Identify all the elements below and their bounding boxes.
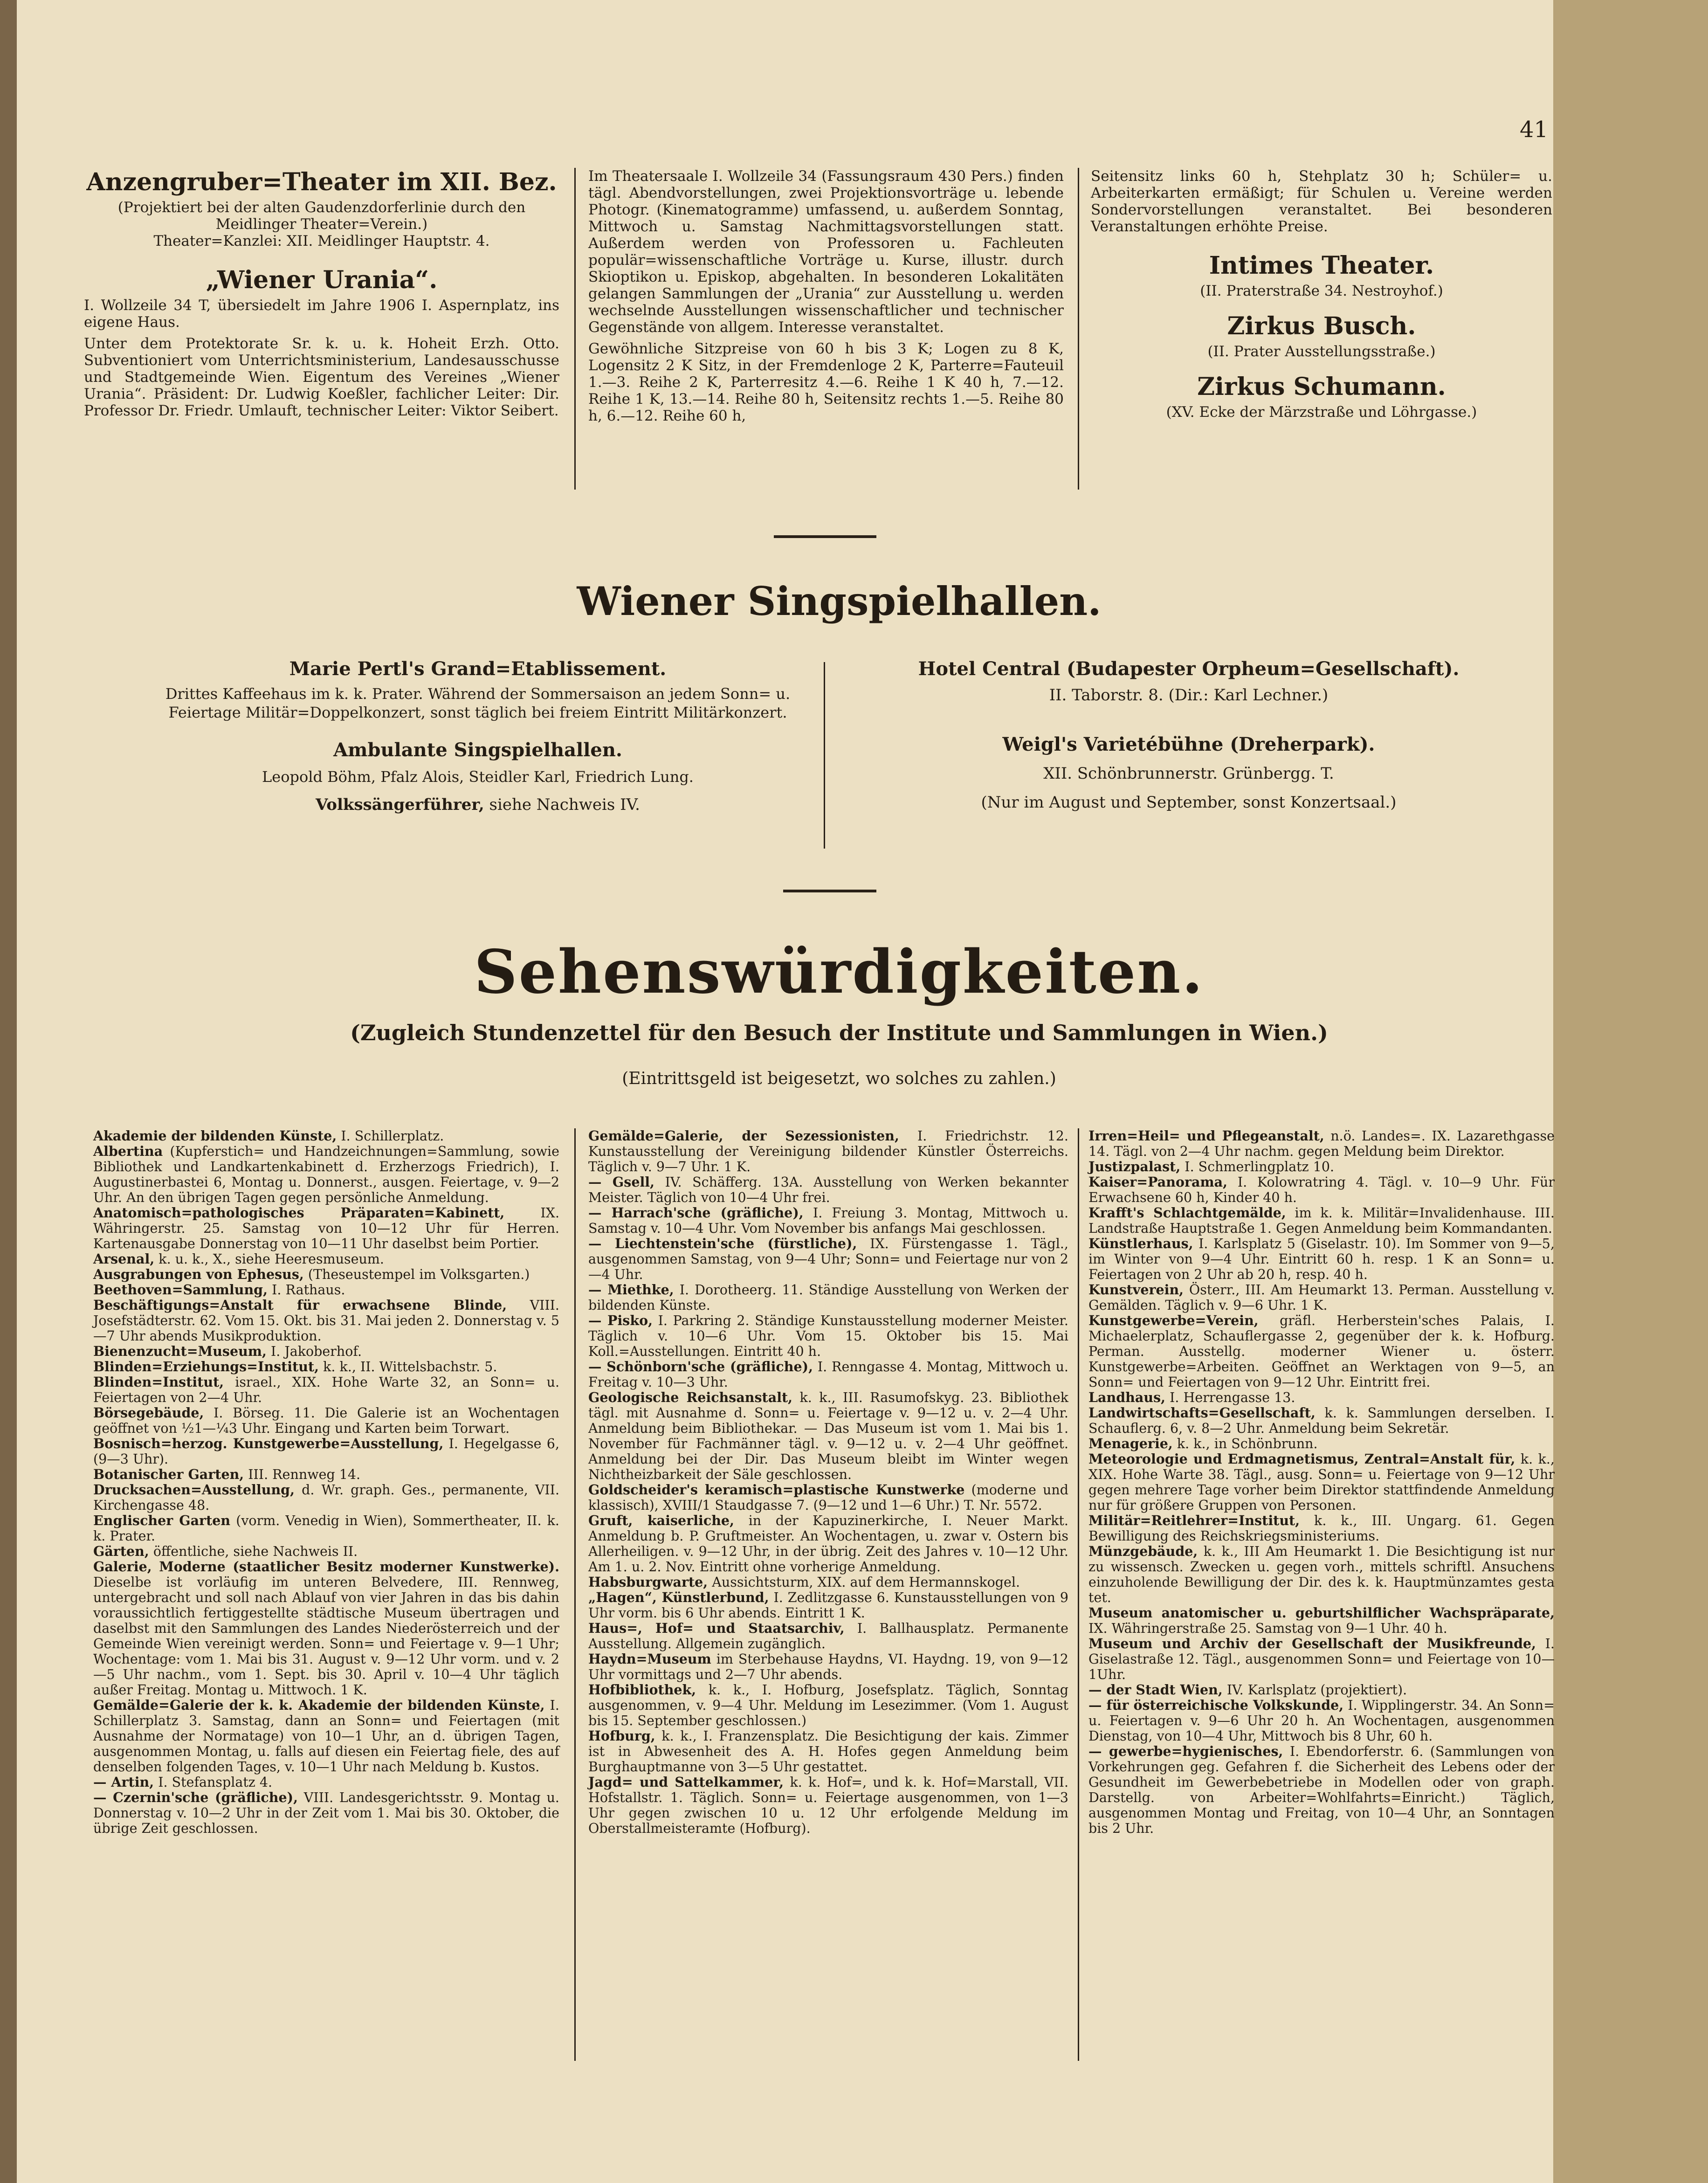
sight-entry-name: Kunstverein, (1088, 1282, 1184, 1298)
sight-entry (1088, 1451, 1555, 1513)
sight-entry (93, 1128, 559, 1144)
sight-entry-text: III. Rennweg 14. (244, 1467, 361, 1482)
sight-entry-text: (Theseustempel im Volksgarten.) (303, 1267, 530, 1282)
sight-entry-name: Goldscheider's keramisch=plastische Kunstwerke (588, 1482, 965, 1498)
hotel-central-address: II. Taborstr. 8. (Dir.: Karl Lechner.) (1049, 686, 1329, 705)
sight-entry-text: IX. Währingerstr. 25. Samstag von 10—12 Uhr für Herren. Kartenausgabe Donnerstag von 10—11 Uhr daselbst beim Portier. (93, 1205, 560, 1251)
sight-entry-name: — Czernin'sche (gräfliche), (93, 1789, 298, 1805)
sight-entry-text: I. Hegelgasse 6, (9—3 Uhr). (93, 1436, 559, 1467)
sight-entry-name: Irren=Heil= und Pflegeanstalt, (1088, 1128, 1324, 1144)
sight-entry (588, 1313, 1068, 1359)
sight-entry (93, 1544, 559, 1559)
sight-entry (93, 1436, 559, 1467)
sight-entry-name: Blinden=Erziehungs=Institut, (93, 1359, 319, 1375)
sight-entry-name: Museum anatomischer u. geburtshilflicher Wachspräparate, (1088, 1605, 1555, 1621)
sight-entry-text: I. Ballhausplatz. Permanente Ausstellung. Allgemein zugänglich. (588, 1621, 1068, 1651)
sight-entry-name: Englischer Garten (93, 1513, 231, 1528)
sight-entry (1088, 1636, 1555, 1682)
volkssaenger-ref: siehe Nachweis IV. (484, 795, 640, 814)
sight-entry (588, 1236, 1068, 1282)
sight-entry-text: I. Wipplingerstr. 34. An Sonn= u. Feiertagen v. 9—6 Uhr 20 h. An Wochentagen, ausgenommen Dienstag, von 10—4 Uhr, Mittwoch bis 8 Uhr, 60 h. (1088, 1698, 1555, 1744)
sight-entry-name: — für österreichische Volkskunde, (1088, 1697, 1344, 1713)
sights-column-2 (588, 1128, 1068, 1836)
sight-entry-text: (moderne und klassisch), XVIII/1 Staudgasse 7. (9—12 und 1—6 Uhr.) T. Nr. 5572. (588, 1482, 1068, 1513)
sight-entry (1088, 1436, 1555, 1451)
sight-entry (93, 1359, 559, 1375)
sight-entry (1088, 1282, 1555, 1313)
sight-entry-text: im k. k. Militär=Invalidenhause. III. Landstraße Hauptstraße 1. Gegen Anmeldung beim Kommandanten. (1088, 1205, 1555, 1236)
sight-entry-text: öffentliche, siehe Nachweis II. (149, 1544, 358, 1559)
sight-entry (588, 1775, 1068, 1836)
sight-entry-text: k. k., III. Ungarg. 61. Gegen Bewilligung des Reichskriegsministeriums. (1088, 1513, 1555, 1544)
sight-entry-text: I. Rathaus. (268, 1282, 345, 1298)
sight-entry-name: — Gsell, (588, 1174, 655, 1190)
sight-entry (1088, 1698, 1555, 1744)
sight-entry (588, 1575, 1068, 1590)
sight-entry-name: Habsburgwarte, (588, 1574, 708, 1590)
weigl-heading: Weigl's Varietébühne (Dreherpark). (1002, 733, 1375, 755)
singspiel-left-column (140, 657, 816, 815)
sights-column-1 (93, 1128, 559, 1836)
weigl-address: XII. Schönbrunnerstr. Grünbergg. T. (1043, 764, 1334, 783)
sight-entry (1088, 1544, 1555, 1605)
sight-entry (1088, 1159, 1555, 1174)
sight-entry (93, 1267, 559, 1282)
anzengruber-line-2: Meidlinger Theater=Verein.) (215, 216, 428, 233)
sight-entry-text: k. k., I. Hofburg, Josefsplatz. Täglich, Sonntag ausgenommen, v. 9—4 Uhr. Meldung im Lesezimmer. (Vom 1. August bis 15. September geschlossen.) (588, 1682, 1068, 1728)
sight-entry-text: I. Renngasse 4. Montag, Mittwoch u. Freitag v. 10—3 Uhr. (588, 1359, 1068, 1390)
sight-entry-text: I. Jakoberhof. (266, 1344, 362, 1359)
top-column-3 (1091, 168, 1552, 421)
sight-entry-text: VIII. Landesgerichtsstr. 9. Montag u. Donnerstag v. 10—2 Uhr in der Zeit vom 1. Mai bis 30. Oktober, die übrige Zeit geschlossen. (93, 1790, 559, 1836)
urania-prices-cont: Seitensitz links 60 h, Stehplatz 30 h; Schüler= u. Arbeiterkarten ermäßigt; für Schulen u. Vereine werden Sondervorstellungen veranstaltet. Bei besonderen Veranstaltungen erhöhte Preise. (1091, 168, 1552, 235)
sight-entry (588, 1390, 1068, 1482)
sight-entry-text: k. k. Hof=, und k. k. Hof=Marstall, VII. Hofstallstr. 1. Täglich. Sonn= u. Feiertage ausgenommen, von 1—3 Uhr gegen zwischen 10 u. 12 Uhr erfolgende Meldung im Oberstallmeisteramte (Hofburg). (588, 1775, 1069, 1836)
pertl-heading: Marie Pertl's Grand=Etablissement. (289, 658, 667, 680)
sight-entry (1088, 1513, 1555, 1544)
sight-entry-name: Landwirtschafts=Gesellschaft, (1088, 1405, 1315, 1421)
sight-entry-text: israel., XIX. Hohe Warte 32, an Sonn= u. Feiertagen von 2—4 Uhr. (93, 1375, 559, 1405)
sight-entry-name: — Harrach'sche (gräfliche), (588, 1205, 804, 1221)
sight-entry-text: IV. Karlsplatz (projektiert). (1222, 1682, 1407, 1698)
sight-entry-text: I. Schmerlingplatz 10. (1180, 1159, 1335, 1174)
top-column-1 (84, 166, 559, 419)
sight-entry (93, 1205, 559, 1251)
sight-entry (588, 1174, 1068, 1205)
sight-entry-text: I. Schillerplatz. (337, 1128, 444, 1144)
sight-entry-text: Österr., III. Am Heumarkt 13. Perman. Ausstellung v. Gemälden. Täglich v. 9—6 Uhr. 1 K. (1088, 1282, 1555, 1313)
volkssaenger-line (140, 794, 816, 815)
sight-entry (93, 1344, 559, 1359)
sight-entry-text: I. Ebendorferstr. 6. (Sammlungen von Vorkehrungen geg. Gefahren f. die Sicherheit des Lebens oder der Gesundheit im Gewerbebetriebe in Modellen oder von graph. Darstellg. von Arbeiter=Wohlfahrts=Einricht.) Täglich, ausgenommen Montag und Freitag, von 10—4 Uhr, an Sonntagen bis 2 Uhr. (1088, 1744, 1555, 1836)
zirkus-busch-heading: Zirkus Busch. (1227, 312, 1416, 340)
sight-entry (1088, 1405, 1555, 1436)
sight-entry-text: IX. Fürstengasse 1. Tägl., ausgenommen Samstag, von 9—4 Uhr; Sonn= und Feiertage nur von 2—4 Uhr. (588, 1236, 1068, 1282)
sight-entry-name: — gewerbe=hygienisches, (1088, 1743, 1283, 1759)
sight-entry (93, 1375, 559, 1405)
sight-entry-name: — Pisko, (588, 1313, 653, 1328)
sight-entry (588, 1282, 1068, 1313)
hotel-central-heading: Hotel Central (Budapester Orpheum=Gesellschaft). (918, 658, 1460, 680)
sight-entry-name: Gemälde=Galerie, der Sezessionisten, (588, 1128, 899, 1144)
volkssaenger-label: Volkssängerführer, (316, 795, 484, 814)
sight-entry (588, 1205, 1068, 1236)
sight-entry-text: im Sterbehause Haydns, VI. Haydng. 19, von 9—12 Uhr vormittags und 2—7 Uhr abends. (588, 1651, 1068, 1682)
sight-entry-text: gräfl. Herberstein'sches Palais, I. Michaelerplatz, Schauflergasse 2, gegenüber der k. k. Hofburg. Perman. Ausstellg. moderner Wiener u. österr. Kunstgewerbe=Arbeiten. Geöffnet an Werktagen von 9—5, an Sonn= und Feiertagen von 9—12 Uhr. Eintritt frei. (1088, 1313, 1555, 1390)
sight-entry-name: Kunstgewerbe=Verein, (1088, 1313, 1259, 1328)
sight-entry-text: I. Karlsplatz 5 (Giselastr. 10). Im Sommer von 9—5, im Winter von 9—4 Uhr. Eintritt 60 h. resp. 1 K an Sonn= u. Feiertagen von 2 Uhr ab 20 h, resp. 40 h. (1088, 1236, 1555, 1282)
sight-entry-name: Anatomisch=pathologisches Präparaten=Kabinett, (93, 1205, 505, 1221)
sight-entry (93, 1559, 559, 1698)
ambulante-names: Leopold Böhm, Pfalz Alois, Steidler Karl, Friedrich Lung. (262, 768, 694, 786)
sight-entry-name: Militär=Reitlehrer=Institut, (1088, 1513, 1300, 1528)
section-divider-2 (783, 890, 876, 892)
sight-entry-text: n.ö. Landes=. IX. Lazarethgasse 14. Tägl. von 2—4 Uhr nachm. gegen Meldung beim Direktor. (1088, 1128, 1555, 1159)
sight-entry-name: Kaiser=Panorama, (1088, 1174, 1228, 1190)
sight-entry-name: Landhaus, (1088, 1389, 1166, 1405)
sight-entry-name: Haus=, Hof= und Staatsarchiv, (588, 1620, 845, 1636)
sight-entry-name: Meteorologie und Erdmagnetismus, Zentral=Anstalt für, (1088, 1451, 1515, 1467)
sight-entry-name: Arsenal, (93, 1251, 155, 1267)
sight-entry-name: Hofburg, (588, 1728, 655, 1744)
singspielhallen-title: Wiener Singspielhallen. (577, 578, 1102, 624)
sight-entry-text: Aussichtsturm, XIX. auf dem Hermannskogel. (708, 1575, 1020, 1590)
sight-entry-text: I. Börseg. 11. Die Galerie ist an Wochentagen geöffnet von ½1—¼3 Uhr. Eingang und Karten beim Torwart. (93, 1405, 559, 1436)
sight-entry-name: Gärten, (93, 1543, 149, 1559)
sight-entry-name: Justizpalast, (1088, 1159, 1181, 1174)
ambulante-heading: Ambulante Singspielhallen. (333, 739, 622, 761)
page-number: 41 (1520, 117, 1549, 143)
urania-protectorate: Unter dem Protektorate Sr. k. u. k. Hoheit Erzh. Otto. Subventioniert vom Unterrichtsministerium, Landesausschusse und Stadtgemeinde Wien. Eigentum des Vereines „Wiener Urania“. Präsident: Dr. Ludwig Koeßler, fachlicher Leiter: Dir. Professor Dr. Friedr. Umlauft, technischer Leiter: Viktor Seibert. (84, 335, 559, 419)
sight-entry-text: in der Kapuzinerkirche, I. Neuer Markt. Anmeldung b. P. Gruftmeister. An Wochentagen, u. zwar v. Ostern bis Allerheiligen. v. 9—12 Uhr, in der übrig. Zeit des Jahres v. 10—12 Uhr. Am 1. u. 2. Nov. Eintritt ohne vorherige Anmeldung. (588, 1513, 1068, 1575)
sight-entry (588, 1651, 1068, 1682)
sight-entry (93, 1513, 559, 1544)
sight-entry (1088, 1605, 1555, 1636)
sight-entry-text: (Kupferstich= und Handzeichnungen=Sammlung, sowie Bibliothek und Landkartenkabinett d. Erzherzogs Friedrich), I. Augustinerbastei 6, Montag u. Donnerst., ausgen. Feiertage, v. 9—2 Uhr. An den übrigen Tagen gegen persönliche Anmeldung. (93, 1144, 559, 1205)
sight-entry-name: Haydn=Museum (588, 1651, 711, 1667)
sight-entry-name: Drucksachen=Ausstellung, (93, 1482, 295, 1498)
sight-entry-name: Bienenzucht=Museum, (93, 1343, 267, 1359)
sight-entry-text: k. k., II. Wittelsbachstr. 5. (319, 1359, 497, 1375)
sight-entry (93, 1144, 559, 1205)
sight-entry-text: I. Freiung 3. Montag, Mittwoch u. Samstag v. 10—4 Uhr. Vom November bis anfangs Mai geschlossen. (588, 1205, 1069, 1236)
sight-entry (588, 1682, 1068, 1728)
sight-entry-text: k. u. k., X., siehe Heeresmuseum. (154, 1251, 384, 1267)
sight-entry (93, 1790, 559, 1836)
anzengruber-line-3: Theater=Kanzlei: XII. Meidlinger Hauptstr. 4. (153, 233, 490, 249)
sight-entry-name: Jagd= und Sattelkammer, (588, 1774, 784, 1790)
sight-entry-text: k. k., I. Franzensplatz. Die Besichtigung der kais. Zimmer ist in Abwesenheit des A. H. Hofes gegen Anmeldung beim Burghauptmanne von 3—5 Uhr gestattet. (588, 1728, 1068, 1775)
sight-entry (93, 1467, 559, 1482)
sight-entry-text: I. Herrengasse 13. (1165, 1390, 1295, 1405)
sight-entry (588, 1728, 1068, 1775)
sight-entry (93, 1482, 559, 1513)
sight-entry-text: IX. Währingerstraße 25. Samstag von 9—1 Uhr. 40 h. (1088, 1621, 1447, 1636)
sight-entry-text: I. Kolowratring 4. Tägl. v. 10—9 Uhr. Für Erwachsene 60 h, Kinder 40 h. (1088, 1174, 1555, 1205)
sight-entry (93, 1251, 559, 1267)
zirkus-schumann-heading: Zirkus Schumann. (1197, 373, 1446, 401)
sight-entry-name: Galerie, Moderne (staatlicher Besitz moderner Kunstwerke). (93, 1559, 559, 1575)
sight-entry (1088, 1390, 1555, 1405)
sight-entry-name: Gemälde=Galerie der k. k. Akademie der bildenden Künste, (93, 1697, 545, 1713)
sight-entry-name: Börsegebäude, (93, 1405, 204, 1421)
sight-entry (93, 1698, 559, 1775)
sight-entry-name: Ausgrabungen von Ephesus, (93, 1266, 304, 1282)
sight-entry-name: — Schönborn'sche (gräfliche), (588, 1359, 813, 1375)
sight-entry-text: I. Zedlitzgasse 6. Kunstausstellungen von 9 Uhr vorm. bis 6 Uhr abends. Eintritt 1 K. (588, 1590, 1069, 1621)
sight-entry-name: — Miethke, (588, 1282, 674, 1298)
zirkus-busch-address: (II. Prater Ausstellungsstraße.) (1207, 343, 1436, 360)
sight-entry (93, 1405, 559, 1436)
left-page-shadow (0, 0, 17, 2183)
sight-entry (588, 1513, 1068, 1575)
sight-entry-text: I. Parkring 2. Ständige Kunstausstellung moderner Meister. Täglich v. 10—6 Uhr. Vom 15. Oktober bis 15. Mai Koll.=Ausstellungen. Eintritt 40 h. (588, 1313, 1068, 1359)
sehenswuerdigkeiten-title: Sehenswürdigkeiten. (474, 937, 1204, 1007)
sight-entry (1088, 1236, 1555, 1282)
sight-entry (1088, 1744, 1555, 1836)
right-background (1553, 0, 1708, 2183)
sights-divider-2 (1078, 1128, 1079, 2061)
urania-theatersaal-text: Im Theatersaale I. Wollzeile 34 (Fassungsraum 430 Pers.) finden tägl. Abendvorstellungen, zwei Projektionsvorträge u. lebende Photogr. (Kinematogramme) umfassend, u. außerdem Sonntag, Mittwoch u. Samstag Nachmittagsvorstellungen statt. Außerdem werden von Professoren u. Fachleuten populär=wissenschaftliche Vorträge u. Kurse, illustr. durch Skioptikon u. Episkop, abgehalten. In besonderen Lokalitäten gelangen Sammlungen der „Urania“ zur Ausstellung u. werden wechselnde Ausstellungen wissenschaftlicher und technischer Gegenstände von allgem. Interesse veranstaltet. (588, 168, 1064, 336)
sight-entry-name: Gruft, kaiserliche, (588, 1513, 734, 1528)
sight-entry-name: „Hagen“, Künstlerbund, (588, 1589, 769, 1605)
sight-entry-text: I. Stefansplatz 4. (154, 1775, 273, 1790)
sight-entry-name: Beschäftigungs=Anstalt für erwachsene Blinde, (93, 1297, 507, 1313)
sight-entry-name: Künstlerhaus, (1088, 1236, 1193, 1251)
sight-entry (93, 1775, 559, 1790)
sight-entry (588, 1482, 1068, 1513)
sehenswuerdigkeiten-note: (Eintrittsgeld ist beigesetzt, wo solches zu zahlen.) (622, 1069, 1056, 1088)
sights-column-3 (1088, 1128, 1555, 1836)
sight-entry-name: Blinden=Institut, (93, 1374, 224, 1390)
sight-entry-name: Albertina (93, 1143, 163, 1159)
sight-entry-name: Hofbibliothek, (588, 1682, 696, 1698)
sight-entry-text: VIII. Josefstädterstr. 62. Vom 15. Okt. bis 31. Mai jeden 2. Donnerstag v. 5—7 Uhr abends Musikproduktion. (93, 1298, 559, 1344)
sight-entry-text: k. k. Sammlungen derselben. I. Schauflerg. 6, v. 8—2 Uhr. Anmeldung beim Sekretär. (1088, 1405, 1555, 1436)
pertl-text: Drittes Kaffeehaus im k. k. Prater. Während der Sommersaison an jedem Sonn= u. Feiertage Militär=Doppelkonzert, sonst täglich bei freiem Eintritt Militärkonzert. (165, 685, 791, 721)
intimes-theater-heading: Intimes Theater. (1209, 251, 1434, 280)
sight-entry-text: I. Dorotheerg. 11. Ständige Ausstellung von Werken der bildenden Künste. (588, 1282, 1068, 1313)
sight-entry-name: Botanischer Garten, (93, 1466, 244, 1482)
sight-entry-name: Münzgebäude, (1088, 1543, 1198, 1559)
sight-entry-name: Bosnisch=herzog. Kunstgewerbe=Ausstellung, (93, 1436, 444, 1451)
sight-entry (1088, 1174, 1555, 1205)
sight-entry (588, 1621, 1068, 1651)
sight-entry-name: — der Stadt Wien, (1088, 1682, 1223, 1698)
weigl-note: (Nur im August und September, sonst Konzertsaal.) (981, 793, 1397, 812)
sight-entry-text: k. k., XIX. Hohe Warte 38. Tägl., ausg. Sonn= u. Feiertage von 9—12 Uhr gegen mehrere Tage vorher beim Direktor stattfindende Anmeldung nur für größere Gruppen von Personen. (1088, 1451, 1555, 1513)
top-column-2 (588, 168, 1064, 424)
sight-entry-text: I. Giselastraße 12. Tägl., ausgenommen Sonn= und Feiertage von 10—1Uhr. (1088, 1636, 1555, 1682)
top-divider-2 (1078, 168, 1079, 490)
sight-entry-name: Museum und Archiv der Gesellschaft der Musikfreunde, (1088, 1636, 1536, 1651)
sight-entry-name: — Liechtenstein'sche (fürstliche), (588, 1236, 857, 1251)
zirkus-schumann-address: (XV. Ecke der Märzstraße und Löhrgasse.) (1166, 404, 1477, 421)
sight-entry-name: Beethoven=Sammlung, (93, 1282, 268, 1298)
sight-entry-name: Menagerie, (1088, 1436, 1173, 1451)
sight-entry-text: d. Wr. graph. Ges., permanente, VII. Kirchengasse 48. (93, 1482, 559, 1513)
sight-entry-text: I. Friedrichstr. 12. Kunstausstellung der Vereinigung bildender Künstler Österreichs. Täglich v. 9—7 Uhr. 1 K. (588, 1128, 1068, 1174)
sight-entry-text: k. k., III Am Heumarkt 1. Die Besichtigung ist nur zu wissensch. Zwecken u. gegen vorh., mittels schriftl. Ansuchens einzuholende Bewilligung der Dir. des k. k. Hauptmünzamtes gesta tet. (1088, 1544, 1555, 1605)
anzengruber-line-1: (Projektiert bei der alten Gaudenzdorferlinie durch den (117, 199, 526, 216)
sight-entry-name: Akademie der bildenden Künste, (93, 1128, 337, 1144)
sehenswuerdigkeiten-subtitle: (Zugleich Stundenzettel für den Besuch der Institute und Sammlungen in Wien.) (350, 1020, 1328, 1045)
sight-entry (1088, 1682, 1555, 1698)
sight-entry-text: k. k., III. Rasumofskyg. 23. Bibliothek tägl. mit Ausnahme d. Sonn= u. Feiertage v. 9—12 u. v. 2—4 Uhr. Anmeldung beim Bibliothekar. — Das Museum ist vom 1. Mai bis 1. November für Fachmänner tägl. v. 9—12 u. v. 2—4 Uhr geöffnet. Anmeldung bei der Dir. Das Museum bleibt im Winter wegen Nichtheizbarkeit der Säle geschlossen. (588, 1390, 1068, 1482)
sight-entry (93, 1282, 559, 1298)
sight-entry-name: — Artin, (93, 1774, 154, 1790)
sight-entry (1088, 1205, 1555, 1236)
urania-heading: „Wiener Urania“. (206, 266, 438, 294)
sight-entry (588, 1359, 1068, 1390)
sight-entry (93, 1298, 559, 1344)
sight-entry-text: Dieselbe ist vorläufig im unteren Belvedere, III. Rennweg, untergebracht und soll nach Ablauf von vier Jahren in das bis dahin voraussichtlich fertiggestellte städtische Museum übertragen und daselbst mit den Sammlungen des Landes Niederösterreich und der Gemeinde Wien vereinigt werden. Sonn= und Feiertage v. 9—1 Uhr; Wochentage: vom 1. Mai bis 31. August v. 9—12 Uhr vorm. und v. 2—5 Uhr nachm., vom 1. Sept. bis 30. April v. 10—4 Uhr täglich außer Freitag. Montag u. Mittwoch. 1 K. (93, 1575, 559, 1698)
singspiel-divider (824, 662, 825, 849)
urania-prices-text: Gewöhnliche Sitzpreise von 60 h bis 3 K; Logen zu 8 K, Logensitz 2 K Sitz, in der Fremdenloge 2 K, Parterre=Fauteuil 1.—3. Reihe 2 K, Parterresitz 4.—6. Reihe 1 K 40 h, 7.—12. Reihe 1 K, 13.—14. Reihe 80 h, Seitensitz rechts 1.—5. Reihe 80 h, 6.—12. Reihe 60 h, (588, 340, 1064, 424)
sight-entry (1088, 1128, 1555, 1159)
section-divider-1 (774, 535, 876, 538)
sight-entry (588, 1128, 1068, 1174)
sight-entry-name: Krafft's Schlachtgemälde, (1088, 1205, 1286, 1221)
intimes-theater-address: (II. Praterstraße 34. Nestroyhof.) (1200, 283, 1443, 299)
sight-entry-text: IV. Schäfferg. 13A. Ausstellung von Werken bekannter Meister. Täglich von 10—4 Uhr frei. (588, 1174, 1068, 1205)
sight-entry (588, 1590, 1068, 1621)
top-divider-1 (574, 168, 576, 490)
sight-entry (1088, 1313, 1555, 1390)
sight-entry-text: (vorm. Venedig in Wien), Sommertheater, II. k. k. Prater. (93, 1513, 559, 1544)
sight-entry-text: k. k., in Schönbrunn. (1172, 1436, 1318, 1451)
anzengruber-heading: Anzengruber=Theater im XII. Bez. (86, 168, 557, 196)
sight-entry-name: Geologische Reichsanstalt, (588, 1389, 793, 1405)
singspiel-right-column (839, 657, 1538, 812)
urania-address: I. Wollzeile 34 T, übersiedelt im Jahre 1906 I. Aspernplatz, ins eigene Haus. (84, 297, 559, 331)
sight-entry-text: I. Schillerplatz 3. Samstag, dann an Sonn= und Feiertagen (mit Ausnahme der Normatage) von 10—1 Uhr, an d. übrigen Tagen, ausgenommen Montag, u. falls auf diesen ein Feiertag fiele, des auf denselben folgenden Tages, v. 10—1 Uhr nach Meldung b. Kustos. (93, 1698, 559, 1775)
sights-divider-1 (574, 1128, 576, 2061)
